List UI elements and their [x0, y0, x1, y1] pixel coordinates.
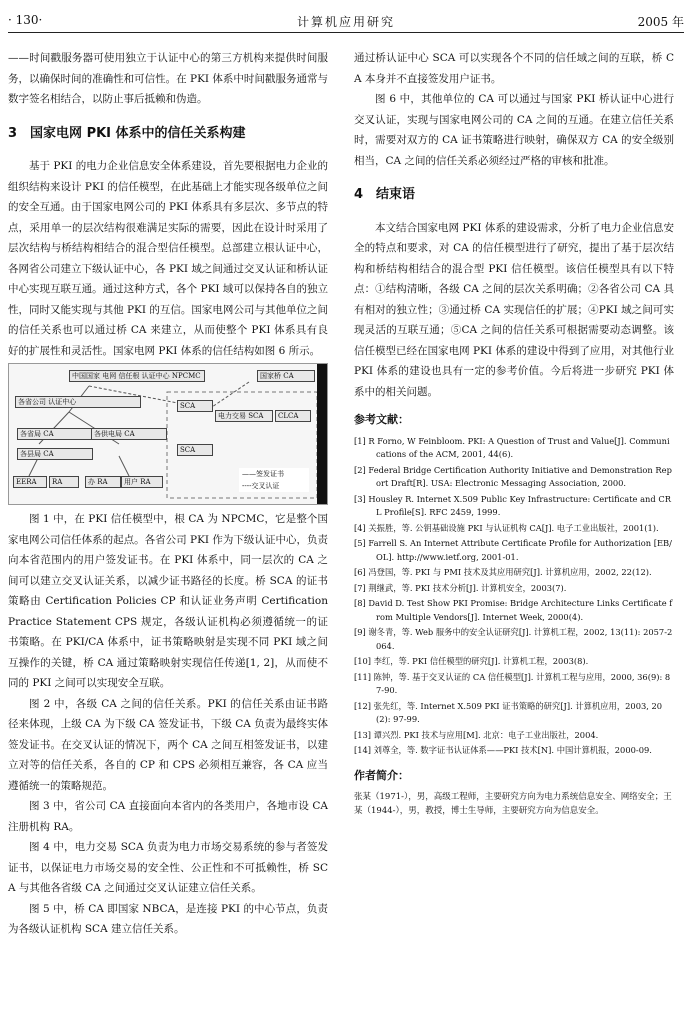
figure-paragraph-2: 图 2 中，各级 CA 之间的信任关系。PKI 的信任关系由证书路径来体现，上级 CA 为下级 CA 签发证书，下级 CA 负责为最终实体签发证书。在交叉认证的情况下，两个 CA 之间互相签发证书，以建立对等的信任关系，各自的 CP 和 CPS 必须相互兼容，各 CA 应当遵循统一的策略规范。 [8, 697, 328, 792]
figure-paragraph-5: 图 5 中，桥 CA 即国家 NBCA，是连接 PKI 的中心节点，负责为各级认证机构 SCA 建立信任关系。 [8, 902, 328, 935]
left-node-2: 各供电局 CA [91, 428, 167, 440]
continued-paragraph: 通过桥认证中心 SCA 可以实现各个不同的信任域之间的互联，桥 CA 本身并不直接签发用户证书。 [354, 52, 674, 85]
figure-scan-bar [317, 364, 327, 504]
right-node-3: SCA [177, 444, 213, 456]
left-node-3: 各县局 CA [17, 448, 93, 460]
reference-item: [7] 荆继武，等. PKI 技术分析[J]. 计算机安全，2003(7). [354, 582, 567, 593]
right-column [354, 48, 674, 818]
bottom-node-2: RA [49, 476, 79, 488]
figure-paragraph-4: 图 4 中，电力交易 SCA 负责为电力市场交易系统的参与者签发证书，以保证电力市场交易的安全性、公正性和不可抵赖性，桥 SCA 与其他各省级 CA 之间通过交叉认证建立信任关系。 [8, 841, 328, 894]
section-3-paragraph: 基于 PKI 的电力企业信息安全体系建设，首先要根据电力企业的组织结构来设计 PKI 的信任模型，在此基础上才能实现各级单位之间的安全互通。由于国家电网公司的 PKI 体系具有多层次、多节点的特点，采用单一的层次结构很难满足实际的需要，因此在设计时采用了层次结构与桥结构相结合的混合型信任模型。总部建立根认证中心，各网省公司建立下级认证中心，各 PKI 域之间通过交叉认证和桥认证中心实现互联互通。通过这种方式，各个 PKI 域可以保持各自的独立性，同时又能实现与其他 PKI 的互信。国家电网公司与其他单位之间的信任关系也可以通过桥 CA 来建立，从而使整个 PKI 体系具有良好的扩展性和灵活性。国家电网 PKI 体系的信任结构如图 6 所示。 [8, 160, 328, 357]
reference-item: [14] 刘尊全，等. 数字证书认证体系——PKI 技术[N]. 中国计算机报，2000-09. [354, 745, 652, 755]
year: 2005 年 [637, 15, 684, 29]
reference-item: [13] 谭兴烈. PKI 技术与应用[M]. 北京：电子工业出版社，2004. [354, 729, 599, 740]
right-node-1: SCA [177, 400, 213, 412]
journal-title: 计算机应用研究 [296, 15, 395, 29]
bottom-node-1: EERA [13, 476, 47, 488]
left-column [8, 48, 328, 940]
reference-item: [1] R Forno, W Feinbloom. PKI: A Question of Trust and Value[J]. Communications of the ACM, 2001, 44(6). [354, 435, 670, 459]
reference-item: [3] Housley R. Internet X.509 Public Key Infrastructure: Certificate and CRL Profile[S]. RFC 2459, 1999. [354, 493, 671, 517]
author-bio: 张某（1971-），男，高级工程师，主要研究方向为电力系统信息安全、网络安全；王某（1944-），男，教授，博士生导师，主要研究方向为信息安全。 [354, 792, 672, 816]
reference-item: [8] David D. Test Show PKI Promise: Bridge Architecture Links Certificate from Multiple Vendors[J]. Internet Week, 2000(4). [354, 598, 673, 622]
conclusion-paragraph: 本文结合国家电网 PKI 体系的建设需求，分析了电力企业信息安全的特点和要求，对 CA 的信任模型进行了研究，提出了基于层次结构和桥结构相结合的混合型 PKI 信任模型。该信任模型具有以下特点：①结构清晰，各级 CA 之间的层次关系明确；②各省公司 CA 具有相对的独立性；③通过桥 CA 实现信任的扩展；④PKI 域之间可实现灵活的互联互通；⑤CA 之间的信任关系可根据需要动态调整。该信任模型已经在国家电网 PKI 体系的建设中得到了应用，对其他行业 PKI 体系的建设也具有一定的参考价值。今后将进一步研究 PKI 体系中的相关问题。 [354, 221, 674, 398]
page-number: · 130· [8, 13, 43, 27]
right-node-2: 电力交易 SCA [215, 410, 273, 422]
references-title: 参考文献： [354, 413, 409, 426]
section-3-title: 3 国家电网 PKI 体系中的信任关系构建 [8, 125, 246, 141]
intro-paragraph: ——时间戳服务器可使用独立于认证中心的第三方机构来提供时间服务，以确保时间的准确性和可信性。在 PKI 体系中时间戳服务通常与数字签名相结合，以防止事后抵赖和伪造。 [8, 52, 328, 105]
left-node-1: 各省局 CA [17, 428, 93, 440]
running-header [8, 10, 684, 33]
reference-item: [11] 陈钟，等. 基于交叉认证的 CA 信任模型[J]. 计算机工程与应用，2000, 36(9): 87-90. [354, 671, 671, 695]
bridge-ca-node: 国家桥 CA [257, 370, 315, 382]
reference-item: [12] 张先红，等. Internet X.509 PKI 证书策略的研究[J]. 计算机应用，2003, 20(2): 97-99. [354, 700, 663, 724]
bottom-node-3: 办 RA [85, 476, 121, 488]
paragraph-6: 图 6 中，其他单位的 CA 可以通过与国家 PKI 桥认证中心进行交叉认证，实现与国家电网公司的 CA 之间的互通。在建立信任关系时，需要对双方的 CA 证书策略进行映射，确保双方 CA 的安全级别相当，CA 之间的信任关系必须经过严格的审核和批准。 [354, 93, 674, 167]
reference-list [354, 435, 674, 758]
reference-item: [10] 李红，等. PKI 信任模型的研究[J]. 计算机工程，2003(8). [354, 656, 589, 666]
section-4-title: 4 结束语 [354, 187, 416, 202]
legend-cross: ----交叉认证 [239, 480, 309, 492]
right-node-4: CLCA [275, 410, 311, 422]
legend-issue: ——签发证书 [239, 468, 309, 480]
province-ca-node: 各省公司 认证中心 [15, 396, 141, 408]
reference-item: [9] 谢冬青，等. Web 服务中的安全认证研究[J]. 计算机工程，2002, 13(11): 2057-2064. [354, 627, 673, 651]
trust-structure-figure [8, 363, 328, 505]
figure-paragraph-3: 图 3 中，省公司 CA 直接面向本省内的各类用户，各地市设 CA 注册机构 RA。 [8, 800, 328, 833]
reference-item: [2] Federal Bridge Certification Authority Initiative and Demonstration Report Draft[R]. USA: Electronic Messaging Association, 2000. [354, 464, 672, 488]
bottom-node-4: 用户 RA [121, 476, 163, 488]
reference-item: [5] Farrell S. An Internet Attribute Certificate Profile for Authorization [EB/OL]. http://www.ietf.org, 2001-01. [354, 538, 672, 562]
reference-item: [6] 冯登国，等. PKI 与 PMI 技术及其应用研究[J]. 计算机应用，2002, 22(12). [354, 567, 652, 577]
author-bio-title: 作者简介： [354, 768, 409, 782]
reference-item: [4] 关振胜，等. 公钥基础设施 PKI 与认证机构 CA[J]. 电子工业出版社，2001(1). [354, 522, 659, 533]
figure-paragraph-1: 图 1 中，在 PKI 信任模型中，根 CA 为 NPCMC，它是整个国家电网公司信任体系的起点。各省公司 PKI 作为下级认证中心，负责向本省范围内的用户签发证书。在 PKI 体系中，同一层次的 CA 之间可以建立交叉认证关系，以减少证书路径的长度。桥 SCA 的证书策略由 Certification Policies CP 和认证业务声明 Certification Practice Statement CPS 规定，各级认证机构必须遵循统一的证书策略。在 PKI/CA 体系中，证书策略映射是实现不同 PKI 域之间互操作的关键，桥 CA 通过策略映射实现信任传递[1, 2]，从而使不同的 PKI 之间可以实现安全互联。 [8, 513, 328, 689]
root-ca-node: 中国国家 电网 信任根 认证中心 NPCMC [69, 370, 205, 382]
